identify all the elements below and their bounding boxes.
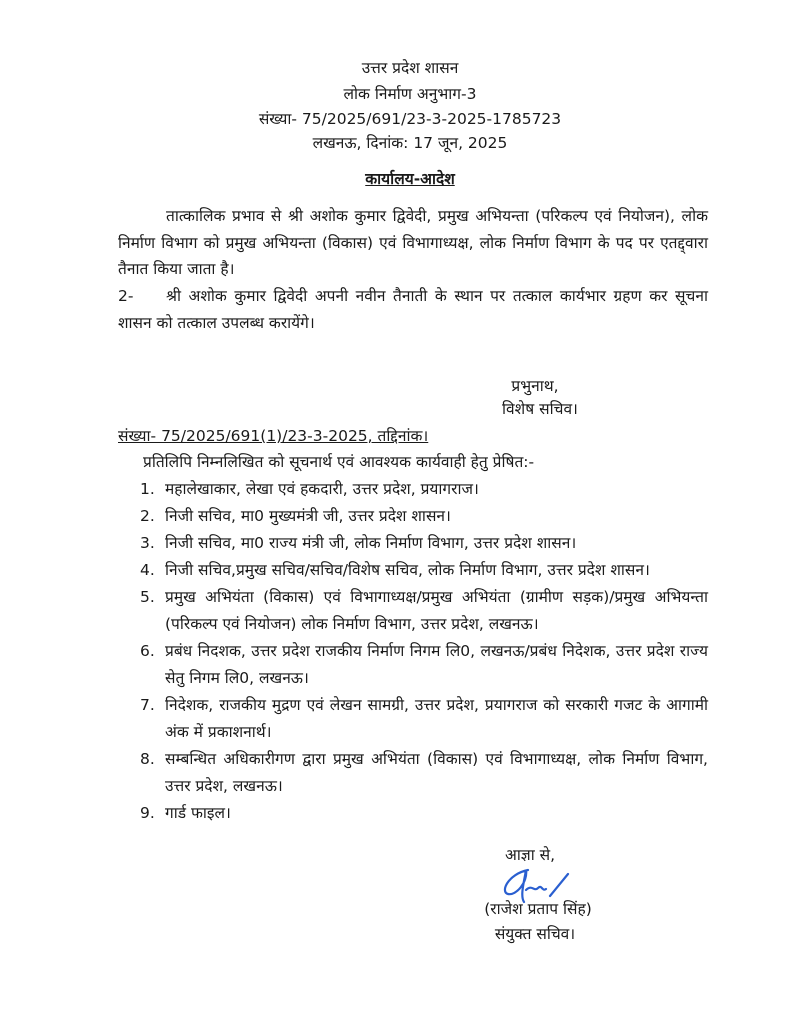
item-number: 5. xyxy=(140,588,155,606)
item-text: गार्ड फाइल। xyxy=(165,804,231,822)
item-text: प्रमुख अभियंता (विकास) एवं विभागाध्यक्ष/प्रमुख अभियंता (ग्रामीण सड़क)/प्रमुख अभियन्ता (परिकल्प एवं नियोजन) लोक निर्माण विभाग, उत्तर प्रदेश, लखनऊ। xyxy=(165,588,708,633)
header-number: संख्या- 75/2025/691/23-3-2025-1785723 xyxy=(258,110,562,128)
item-number: 8. xyxy=(140,750,155,768)
title-text: कार्यालय-आदेश xyxy=(365,170,455,188)
item-text: निजी सचिव, मा0 मुख्यमंत्री जी, उत्तर प्रदेश शासन। xyxy=(165,507,451,525)
item-text: निदेशक, राजकीय मुद्रण एवं लेखन सामग्री, उत्तर प्रदेश, प्रयागराज को सरकारी गजट के आगामी अंक में प्रकाशनार्थ। xyxy=(165,696,708,741)
header-government: उत्तर प्रदेश शासन xyxy=(361,59,459,77)
list-item xyxy=(140,800,708,827)
list-item xyxy=(140,530,708,557)
item-number: 4. xyxy=(140,561,155,579)
item-text: महालेखाकार, लेखा एवं हकदारी, उत्तर प्रदेश, प्रयागराज। xyxy=(165,480,479,498)
header-section: लोक निर्माण अनुभाग-3 xyxy=(343,85,477,103)
header-place-date: लखनऊ, दिनांक: 17 जून, 2025 xyxy=(312,134,508,152)
item-text: प्रबंध निदशक, उत्तर प्रदेश राजकीय निर्माण निगम लि0, लखनऊ/प्रबंध निदेशक, उत्तर प्रदेश राज्य सेतु निगम लि0, लखनऊ। xyxy=(165,642,708,687)
list-item xyxy=(140,638,708,692)
list-item xyxy=(140,557,708,584)
item-number: 1. xyxy=(140,480,155,498)
signatory-2-name: (राजेश प्रताप सिंह) xyxy=(484,900,592,918)
copy-number: संख्या- 75/2025/691(1)/23-3-2025, तद्दिनांक। xyxy=(118,427,429,445)
list-item xyxy=(140,476,708,503)
order-paragraph-2 xyxy=(118,283,708,336)
signatory-2-designation: संयुक्त सचिव। xyxy=(494,925,576,943)
item-number: 6. xyxy=(140,642,155,660)
item-number: 7. xyxy=(140,696,155,714)
order-paragraph-1: तात्कालिक प्रभाव से श्री अशोक कुमार द्विवेदी, प्रमुख अभियन्ता (परिकल्प एवं नियोजन), लोक निर्माण विभाग को प्रमुख अभियन्ता (विकास) एवं विभागाध्यक्ष, लोक निर्माण विभाग के पद पर एतद्द्वारा तैनात किया जाता है। xyxy=(118,207,708,278)
item-text: निजी सचिव, मा0 राज्य मंत्री जी, लोक निर्माण विभाग, उत्तर प्रदेश शासन। xyxy=(165,534,577,552)
paragraph-2-text: श्री अशोक कुमार द्विवेदी अपनी नवीन तैनाती के स्थान पर तत्काल कार्यभार ग्रहण कर सूचना शासन को तत्काल उपलब्ध करायेंगे। xyxy=(118,287,708,332)
signatory-1-name: प्रभुनाथ, xyxy=(511,377,559,395)
item-text: सम्बन्धित अधिकारीगण द्वारा प्रमुख अभियंता (विकास) एवं विभागाध्यक्ष, लोक निर्माण विभाग, उत्तर प्रदेश, लखनऊ। xyxy=(165,750,708,795)
list-item xyxy=(140,503,708,530)
signatory-1-designation: विशेष सचिव। xyxy=(502,400,578,418)
item-text: निजी सचिव,प्रमुख सचिव/सचिव/विशेष सचिव, लोक निर्माण विभाग, उत्तर प्रदेश शासन। xyxy=(165,561,650,579)
paragraph-2-number: 2- xyxy=(118,287,134,305)
copy-intro: प्रतिलिपि निम्नलिखित को सूचनार्थ एवं आवश्यक कार्यवाही हेतु प्रेषित:- xyxy=(143,453,535,471)
item-number: 2. xyxy=(140,507,155,525)
list-item xyxy=(140,692,708,746)
list-item xyxy=(140,584,708,638)
item-number: 9. xyxy=(140,804,155,822)
document-title xyxy=(0,167,786,189)
list-item xyxy=(140,746,708,800)
item-number: 3. xyxy=(140,534,155,552)
distribution-list xyxy=(140,476,708,827)
by-order-text: आज्ञा से, xyxy=(504,846,556,864)
